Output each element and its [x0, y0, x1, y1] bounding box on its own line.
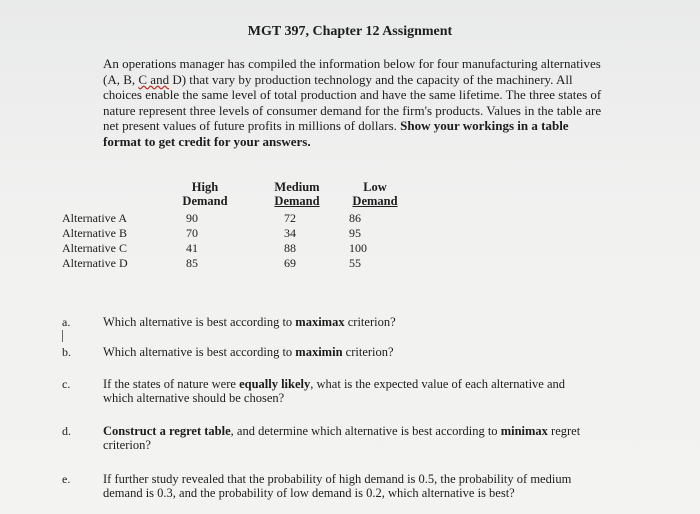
intro-line-2b: D) that vary by production technology and the capacity of the machinery. All [169, 71, 573, 87]
question-a [103, 315, 648, 329]
intro-paragraph [103, 56, 643, 150]
question-b-bold: maximin [295, 345, 343, 359]
cell-b-low: 95 [349, 226, 361, 240]
question-c [103, 377, 648, 405]
question-a-post: criterion? [344, 315, 396, 329]
col-header-medium [257, 180, 337, 208]
col-header-low-top: Low [363, 180, 387, 194]
question-a-pre: Which alternative is best according to [103, 315, 296, 329]
intro-line-3: choices enable the same level of total production and have the same lifetime. The three states of [103, 87, 602, 103]
col-header-medium-bottom: Demand [274, 194, 320, 208]
row-label-a: Alternative A [62, 211, 127, 225]
intro-line-2-flagged: C and [138, 71, 170, 87]
row-label-d: Alternative D [62, 256, 128, 270]
cell-d-high: 85 [186, 256, 198, 270]
intro-line-6 [103, 134, 643, 150]
question-d-mid: , and determine which alternative is best according to [230, 424, 501, 438]
page-title: MGT 397, Chapter 12 Assignment [247, 24, 453, 39]
question-d-bold-2: minimax [500, 424, 548, 438]
question-c-bold: equally likely [239, 377, 311, 391]
intro-line-5 [103, 118, 643, 134]
pen-mark [62, 330, 63, 342]
question-b [103, 345, 648, 359]
col-header-high [165, 180, 245, 208]
intro-line-1: An operations manager has compiled the information below for four manufacturing alternatives [103, 56, 601, 71]
question-c-line-2: which alternative should be chosen? [103, 391, 285, 405]
question-e-letter: e. [62, 472, 71, 486]
question-d [103, 424, 648, 452]
col-header-medium-top: Medium [274, 180, 320, 194]
cell-a-high: 90 [186, 211, 198, 225]
cell-c-medium: 88 [284, 241, 296, 255]
intro-line-5-bold: Show your workings in a table [400, 118, 569, 134]
intro-line-2a: (A, B, [103, 71, 139, 87]
question-d-letter: d. [62, 424, 71, 438]
intro-line-5a: net present values of future profits in millions of dollars. [103, 118, 401, 134]
question-b-post: criterion? [342, 345, 394, 359]
cell-b-medium: 34 [284, 226, 296, 240]
question-d-line-1 [103, 424, 648, 438]
intro-line-4: nature represent three levels of consumer demand for the firm's products. Values in the table are [103, 102, 602, 118]
cell-c-low: 100 [349, 241, 367, 255]
cell-b-high: 70 [186, 226, 198, 240]
question-e-line-2: demand is 0.3, and the probability of low demand is 0.2, which alternative is best? [103, 486, 515, 500]
question-d-line-2: criterion? [103, 438, 151, 452]
col-header-low-bottom: Demand [352, 194, 398, 208]
question-b-pre: Which alternative is best according to [103, 345, 296, 359]
question-a-bold: maximax [295, 315, 345, 329]
cell-d-low: 55 [349, 256, 361, 270]
cell-a-medium: 72 [284, 211, 296, 225]
question-c-letter: c. [62, 377, 71, 391]
cell-d-medium: 69 [284, 256, 296, 270]
cell-a-low: 86 [349, 211, 361, 225]
question-b-letter: b. [62, 345, 71, 359]
cell-c-high: 41 [186, 241, 198, 255]
col-header-high-bottom: Demand [182, 194, 228, 208]
question-c-post: , what is the expected value of each alternative and [310, 377, 566, 391]
col-header-low [335, 180, 415, 208]
col-header-high-top: High [191, 180, 219, 194]
row-label-c: Alternative C [62, 241, 127, 255]
question-c-pre: If the states of nature were [103, 377, 240, 391]
intro-line-2 [103, 72, 643, 88]
question-d-bold-1: Construct a regret table [103, 424, 231, 438]
question-c-line-1 [103, 377, 648, 391]
question-a-letter: a. [62, 315, 71, 329]
question-e [103, 472, 648, 500]
question-d-post: regret [547, 424, 581, 438]
question-e-line-1: If further study revealed that the probability of high demand is 0.5, the probability of medium [103, 472, 572, 486]
row-label-b: Alternative B [62, 226, 127, 240]
intro-line-6-bold: format to get credit for your answers. [103, 133, 311, 149]
